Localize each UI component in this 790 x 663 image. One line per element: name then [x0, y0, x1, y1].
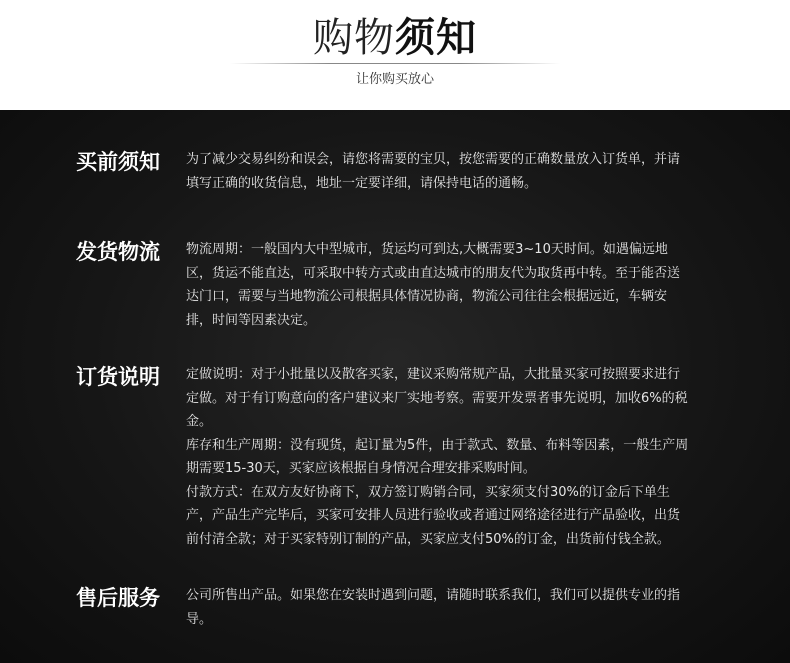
section-paragraph: 库存和生产周期：没有现货，起订量为5件，由于款式、数量、布料等因素，一般生产周期需要15-30天，买家应该根据自身情况合理安排采购时间。 [186, 437, 689, 476]
page-title-light: 购物 [313, 15, 395, 61]
section-heading: 发货物流 [76, 240, 160, 264]
section-heading: 订货说明 [76, 365, 160, 389]
title-divider [230, 63, 560, 64]
section-heading: 买前须知 [76, 150, 160, 174]
section-body [186, 363, 692, 551]
page-subtitle: 让你购买放心 [355, 72, 434, 87]
section-body [186, 584, 692, 631]
section-paragraph: 为了减少交易纠纷和误会，请您将需要的宝贝，按您需要的正确数量放入订货单，并请填写正确的收货信息，地址一定要详细，请保持电话的通畅。 [186, 152, 681, 191]
section-paragraph: 付款方式：在双方友好协商下，双方签订购销合同，买家须支付30%的订金后下单生产，产品生产完毕后，买家可安排人员进行验收或者通过网络途径进行产品验收，出货前付清全款；对于买家特别订制的产品，买家应支付50%的订金，出货前付钱全款。 [186, 484, 681, 547]
section-heading: 售后服务 [76, 586, 160, 610]
page-title [0, 14, 790, 62]
section-body [186, 238, 692, 332]
section-body [186, 148, 692, 195]
header [0, 0, 790, 110]
section-paragraph: 定做说明：对于小批量以及散客买家，建议采购常规产品，大批量买家可按照要求进行定做。对于有订购意向的客户建议来厂实地考察。需要开发票者事先说明，加收6%的税金。 [186, 367, 688, 429]
notice-panel [0, 110, 790, 663]
section-paragraph: 物流周期：一般国内大中型城市，货运均可到达,大概需要3~10天时间。如遇偏远地区，货运不能直达，可采取中转方式或由直达城市的朋友代为取货再中转。至于能否送达门口，需要与当地物流公司根据具体情况协商，物流公司往往会根据远近，车辆安排，时间等因素决定。 [186, 242, 681, 328]
page-title-bold: 须知 [395, 15, 477, 61]
section-paragraph: 公司所售出产品。如果您在安装时遇到问题，请随时联系我们，我们可以提供专业的指导。 [186, 588, 681, 627]
